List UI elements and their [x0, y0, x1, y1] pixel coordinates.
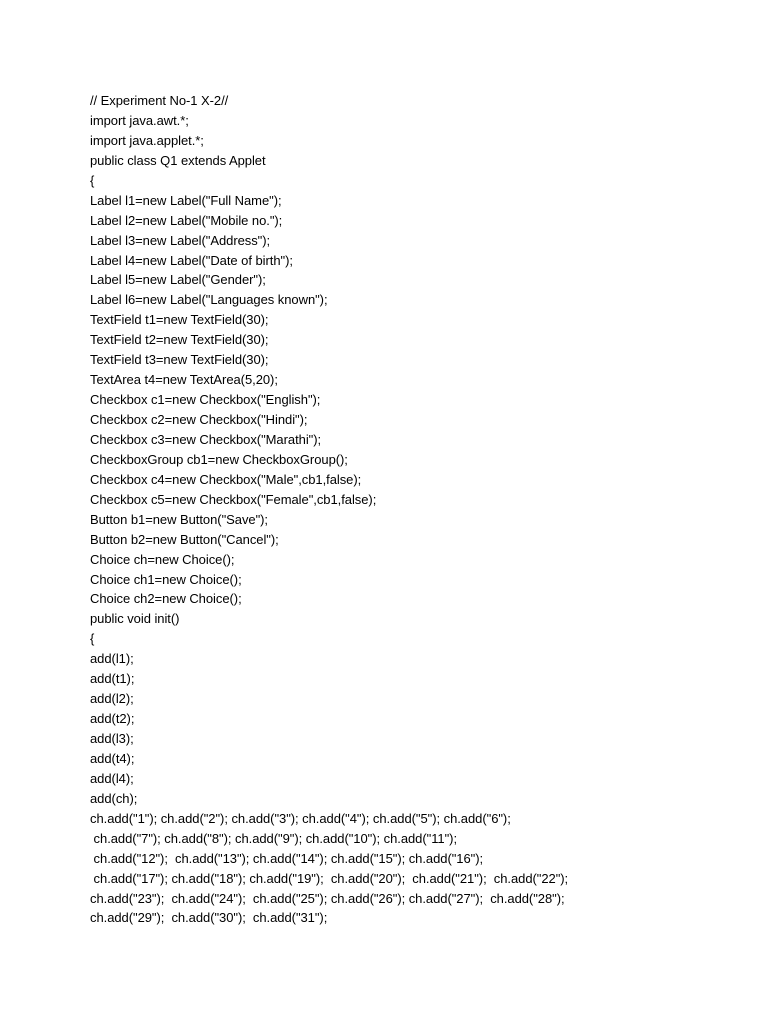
code-line: ch.add("12"); ch.add("13"); ch.add("14"); ch.add("15"); ch.add("16");	[90, 850, 484, 866]
code-line: import java.awt.*;	[90, 112, 189, 128]
code-line: add(t2);	[90, 711, 135, 727]
code-line: Button b2=new Button("Cancel");	[90, 531, 279, 547]
code-line: // Experiment No-1 X-2//	[90, 93, 229, 108]
code-line: Label l5=new Label("Gender");	[90, 272, 266, 288]
code-line: Checkbox c4=new Checkbox("Male",cb1,false);	[90, 471, 362, 487]
code-line: ch.add("7"); ch.add("8"); ch.add("9"); ch.add("10"); ch.add("11");	[90, 830, 458, 846]
code-line: import java.applet.*;	[90, 132, 204, 148]
code-line: Choice ch1=new Choice();	[90, 571, 242, 587]
code-line: ch.add("17"); ch.add("18"); ch.add("19"); ch.add("20"); ch.add("21"); ch.add("22");	[90, 870, 569, 886]
code-line: TextArea t4=new TextArea(5,20);	[90, 372, 278, 388]
code-line: Label l4=new Label("Date of birth");	[90, 252, 293, 268]
code-line: add(ch);	[90, 790, 138, 806]
code-line: ch.add("1"); ch.add("2"); ch.add("3"); ch.add("4"); ch.add("5"); ch.add("6");	[90, 810, 511, 826]
code-line: add(l4);	[90, 770, 134, 786]
code-line: Checkbox c5=new Checkbox("Female",cb1,false);	[90, 491, 377, 507]
code-line: add(t4);	[90, 750, 135, 766]
code-listing	[90, 91, 730, 928]
code-line: Checkbox c3=new Checkbox("Marathi");	[90, 431, 322, 447]
code-line: {	[90, 172, 95, 188]
code-line: add(t1);	[90, 671, 135, 687]
code-line: Label l1=new Label("Full Name");	[90, 192, 282, 208]
code-line: Checkbox c1=new Checkbox("English");	[90, 392, 321, 408]
code-line: public class Q1 extends Applet	[90, 152, 266, 168]
code-line: public void init()	[90, 611, 180, 627]
code-line: TextField t1=new TextField(30);	[90, 312, 269, 328]
code-line: CheckboxGroup cb1=new CheckboxGroup();	[90, 451, 348, 467]
code-line: Button b1=new Button("Save");	[90, 511, 268, 527]
code-line: ch.add("23"); ch.add("24"); ch.add("25"); ch.add("26"); ch.add("27"); ch.add("28");	[90, 890, 565, 906]
code-line: add(l3);	[90, 731, 134, 746]
code-line: add(l2);	[90, 691, 134, 707]
code-line: Choice ch=new Choice();	[90, 551, 235, 567]
code-line: Label l6=new Label("Languages known");	[90, 292, 328, 308]
code-line: Choice ch2=new Choice();	[90, 591, 242, 607]
code-line: ch.add("29"); ch.add("30"); ch.add("31");	[90, 910, 328, 926]
code-line: Label l3=new Label("Address");	[90, 232, 271, 248]
code-line: Label l2=new Label("Mobile no.");	[90, 212, 283, 228]
code-line: Checkbox c2=new Checkbox("Hindi");	[90, 412, 308, 427]
code-line: add(l1);	[90, 651, 134, 667]
code-line: {	[90, 631, 95, 647]
code-line: TextField t2=new TextField(30);	[90, 332, 269, 348]
code-line: TextField t3=new TextField(30);	[90, 352, 269, 368]
